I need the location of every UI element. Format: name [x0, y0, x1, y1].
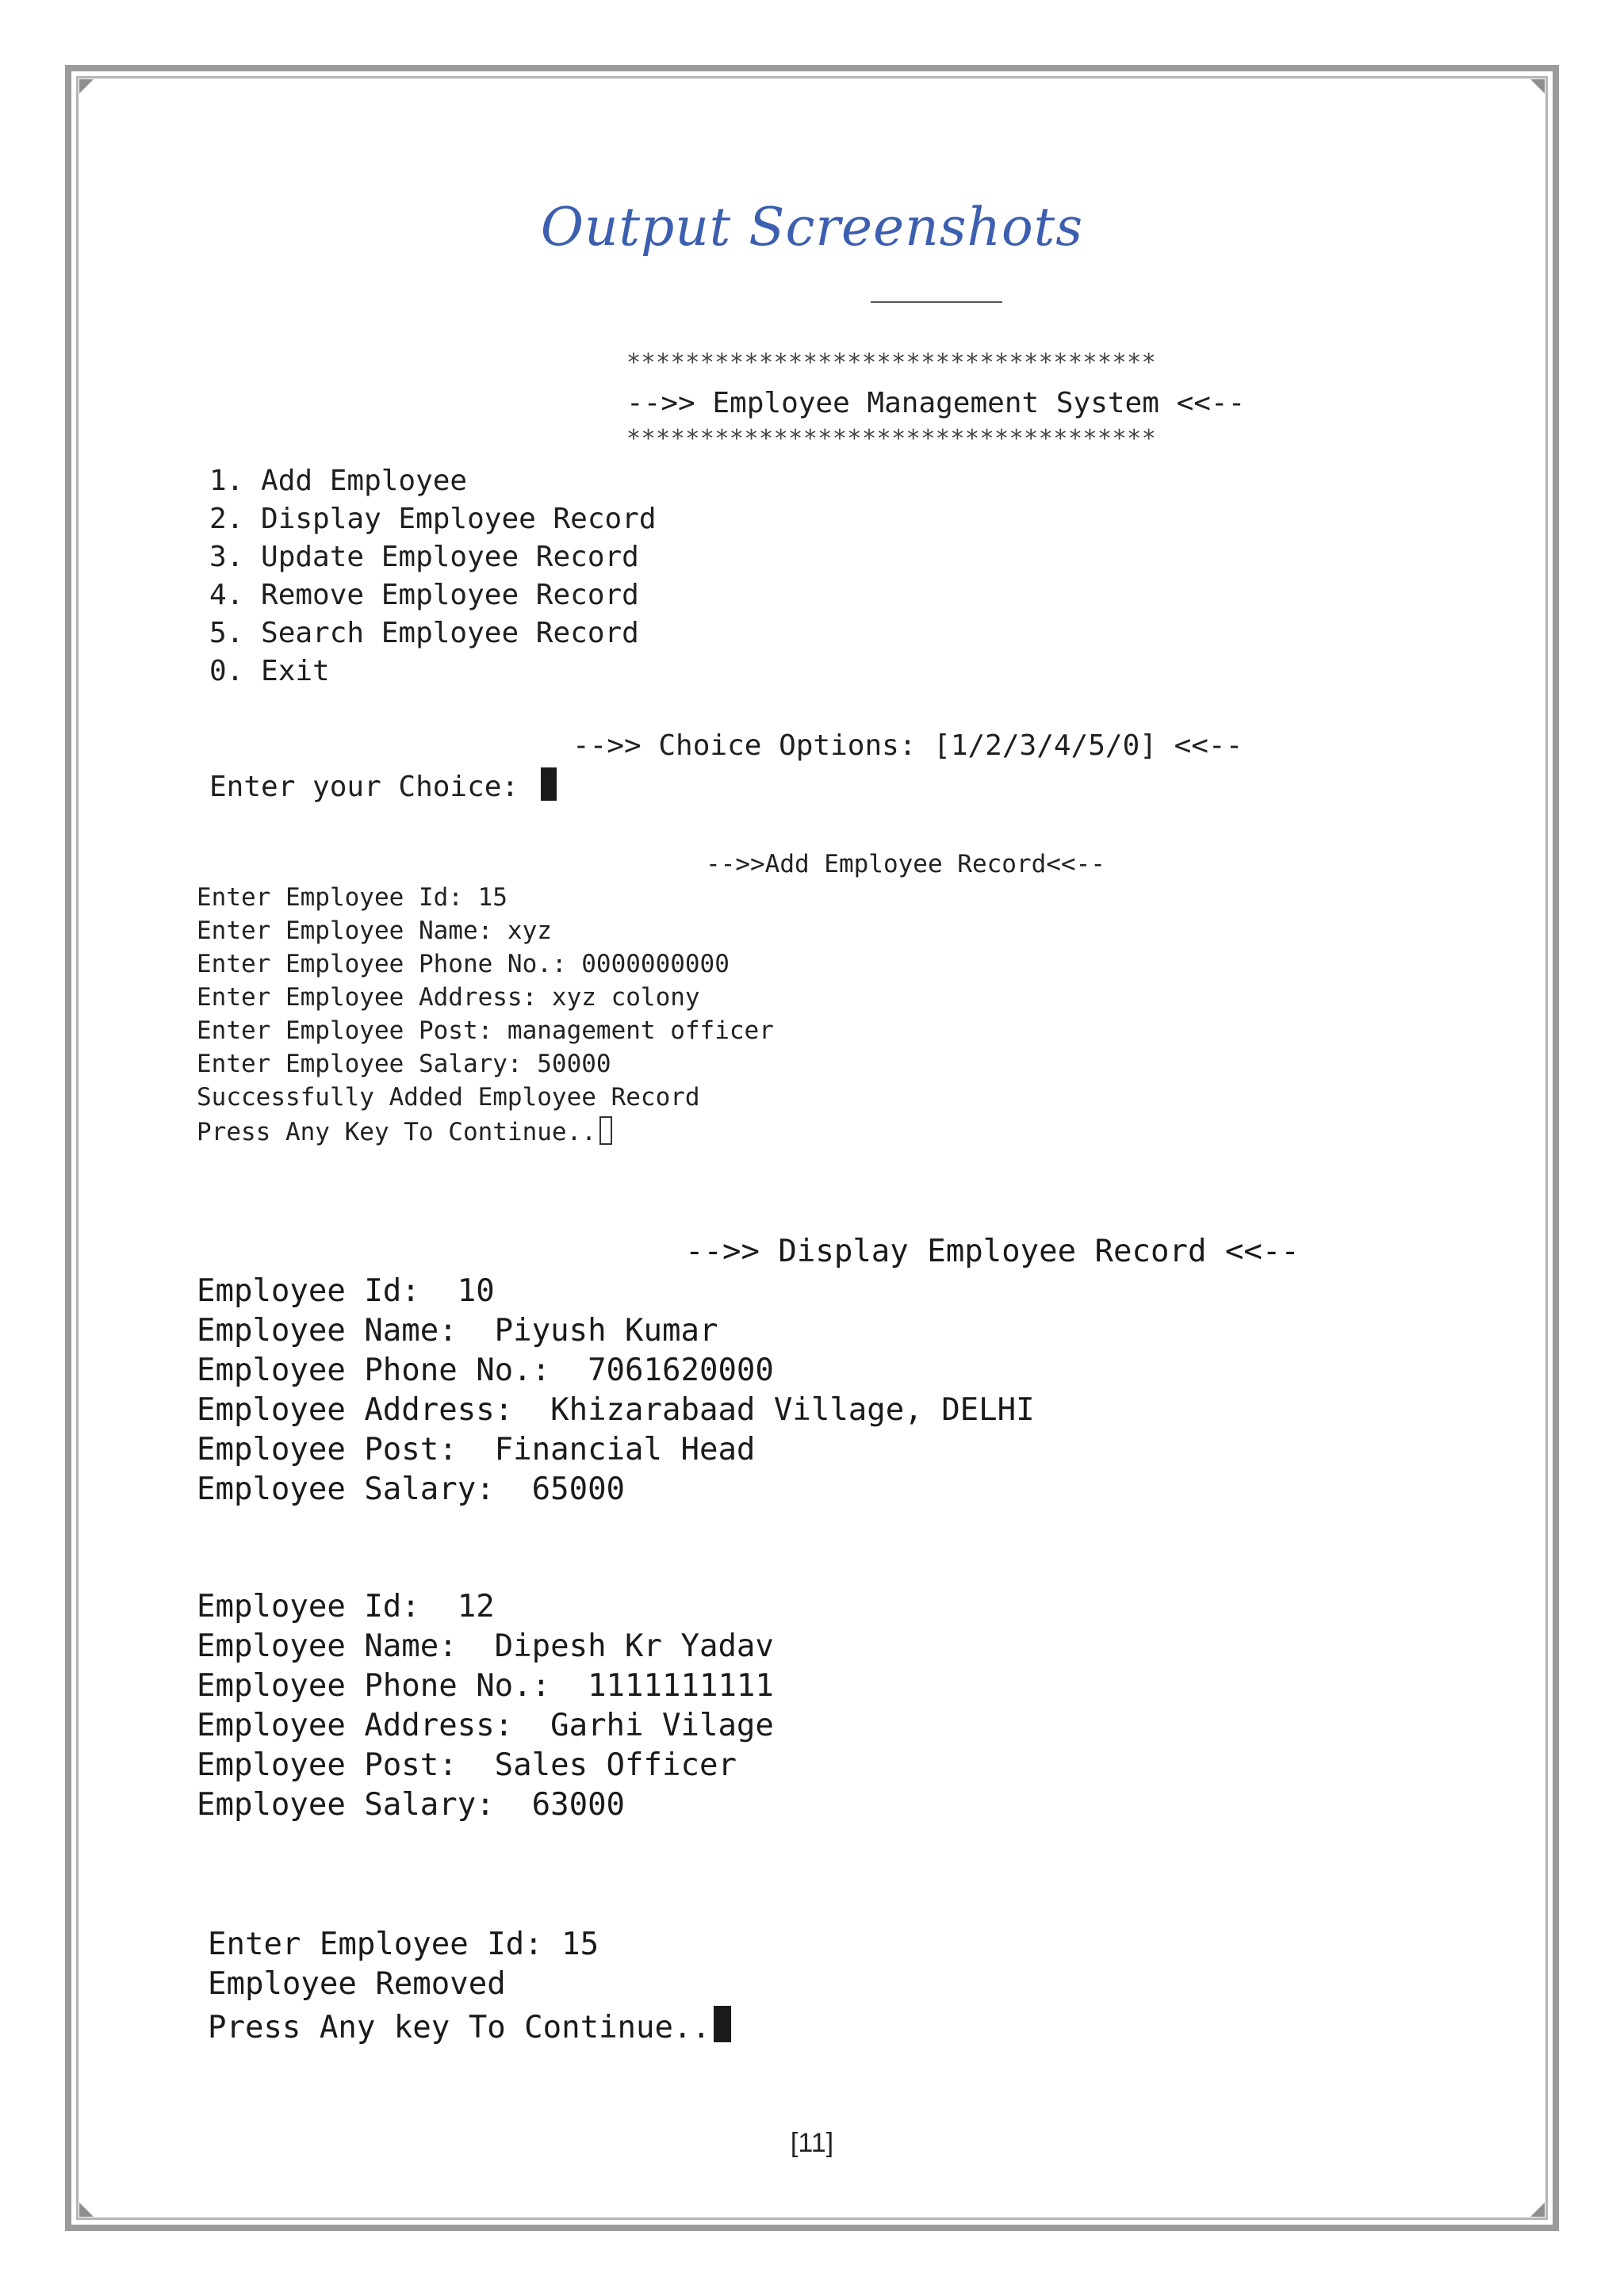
display-record-heading: -->> Display Employee Record <<-- — [685, 1234, 1300, 1269]
add-line-id: Enter Employee Id: 15 — [197, 883, 508, 912]
employee-id: Employee Id: 12 — [197, 1589, 495, 1624]
menu-item-update: 3. Update Employee Record — [209, 541, 639, 573]
employee-post: Employee Post: Financial Head — [197, 1432, 756, 1468]
menu-heading: -->> Employee Management System <<-- — [626, 387, 1246, 419]
menu-item-add: 1. Add Employee — [209, 465, 468, 497]
corner-ornament-bottom-right — [1530, 2202, 1545, 2217]
employee-salary: Employee Salary: 65000 — [197, 1471, 626, 1507]
page-title: Output Screenshots — [540, 197, 1084, 258]
add-line-phone: Enter Employee Phone No.: 0000000000 — [197, 950, 730, 978]
page-number: [11] — [790, 2128, 834, 2158]
add-line-continue: Press Any Key To Continue.. — [197, 1118, 596, 1146]
corner-ornament-top-right — [1530, 79, 1545, 94]
add-record-heading: -->>Add Employee Record<<-- — [706, 850, 1105, 878]
employee-post: Employee Post: Sales Officer — [197, 1747, 737, 1783]
menu-stars-top: ************************************ — [626, 349, 1157, 377]
menu-item-exit: 0. Exit — [209, 655, 330, 687]
employee-address: Employee Address: Khizarabaad Village, DELHI — [197, 1392, 1035, 1428]
menu-item-search: 5. Search Employee Record — [209, 617, 639, 649]
cursor-icon — [599, 1116, 612, 1145]
remove-line-continue-row — [208, 2006, 731, 2045]
remove-line-removed: Employee Removed — [208, 1966, 506, 2002]
employee-phone: Employee Phone No.: 1111111111 — [197, 1668, 774, 1704]
employee-address: Employee Address: Garhi Vilage — [197, 1708, 774, 1743]
add-line-post: Enter Employee Post: management officer — [197, 1016, 774, 1045]
menu-item-remove: 4. Remove Employee Record — [209, 579, 639, 611]
cursor-icon — [714, 2006, 731, 2042]
choice-prompt-line — [209, 767, 557, 803]
remove-line-continue: Press Any key To Continue.. — [208, 2010, 710, 2045]
menu-stars-bottom: ************************************ — [626, 425, 1157, 453]
add-line-address: Enter Employee Address: xyz colony — [197, 983, 700, 1012]
remove-line-id: Enter Employee Id: 15 — [208, 1927, 599, 1962]
employee-salary: Employee Salary: 63000 — [197, 1787, 626, 1823]
add-line-continue-row — [197, 1116, 612, 1146]
add-line-success: Successfully Added Employee Record — [197, 1083, 700, 1112]
employee-name: Employee Name: Dipesh Kr Yadav — [197, 1628, 774, 1664]
menu-item-display: 2. Display Employee Record — [209, 503, 657, 535]
corner-ornament-bottom-left — [79, 2202, 94, 2217]
cursor-icon — [541, 767, 557, 801]
employee-phone: Employee Phone No.: 7061620000 — [197, 1353, 774, 1388]
choice-prompt: Enter your Choice: — [209, 771, 536, 803]
choice-options: -->> Choice Options: [1/2/3/4/5/0] <<-- — [573, 729, 1243, 762]
add-line-name: Enter Employee Name: xyz — [197, 916, 552, 945]
title-underline — [871, 301, 1002, 303]
employee-name: Employee Name: Piyush Kumar — [197, 1313, 718, 1349]
employee-id: Employee Id: 10 — [197, 1273, 495, 1309]
corner-ornament-top-left — [79, 79, 94, 94]
add-line-salary: Enter Employee Salary: 50000 — [197, 1050, 611, 1078]
